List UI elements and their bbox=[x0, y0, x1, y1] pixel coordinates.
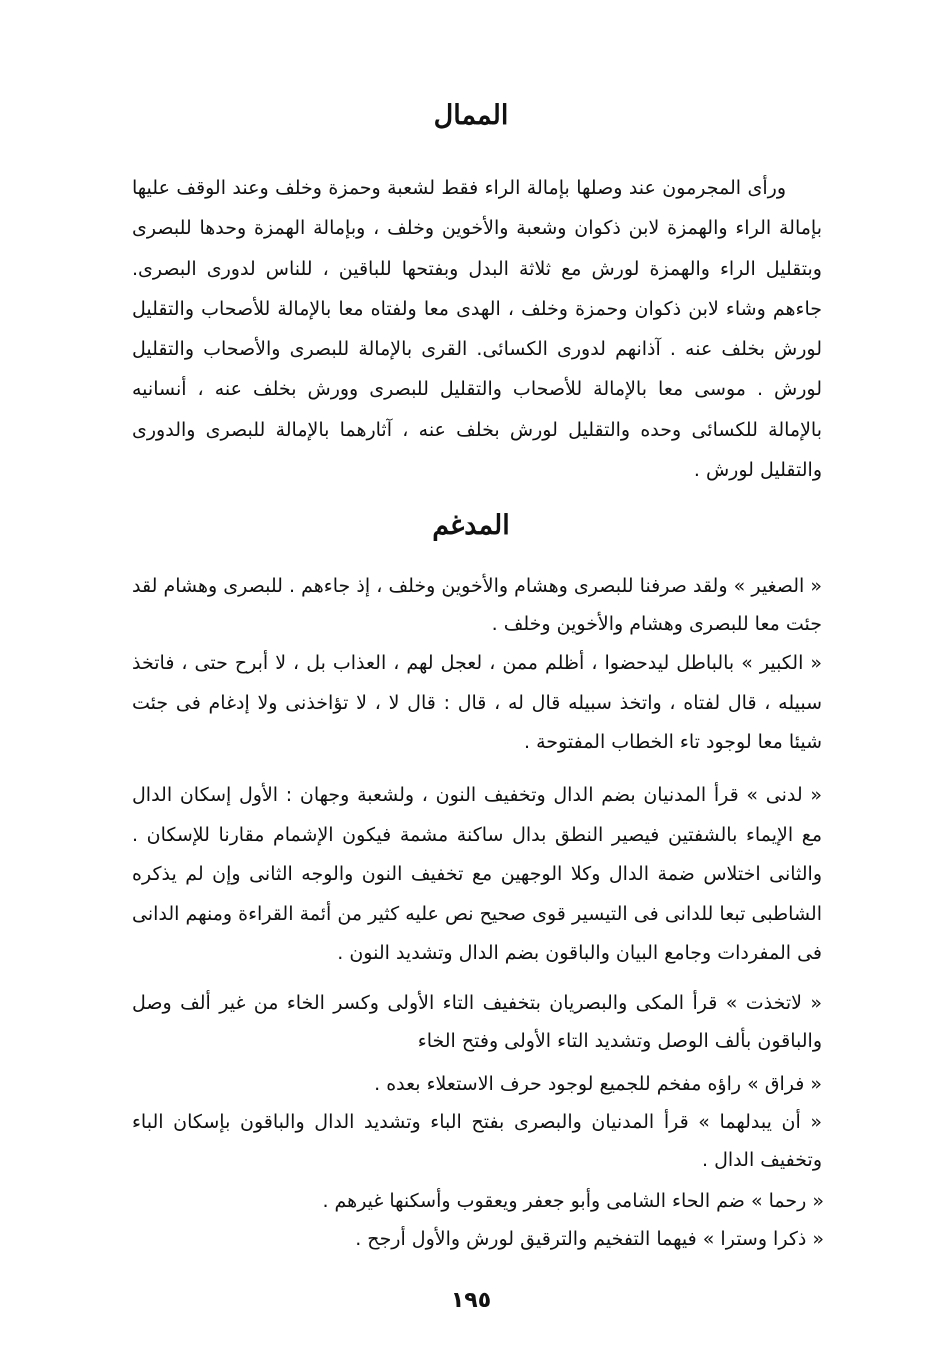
paragraph-firaq: « فراق » راؤه مفخم للجميع لوجود حرف الاستعلاء بعده . bbox=[374, 1073, 822, 1095]
page-number: ١٩٥ bbox=[450, 1288, 492, 1313]
paragraph-lattakhadhta: « لاتخذت » قرأ المكى والبصريان بتخفيف التاء الأولى وكسر الخاء من غير ألف وصل والباقون بألف الوصل وتشديد التاء الأولى وفتح الخاء bbox=[132, 992, 822, 1052]
paragraph-ruhma: « رحما » ضم الحاء الشامى وأبو جعفر ويعقوب وأسكنها غيرهم . bbox=[322, 1190, 824, 1212]
paragraph-yubdilahuma: « أن يبدلهما » قرأ المدنيان والبصرى بفتح الباء وتشديد الدال والباقون بإسكان الباء وتخفيف الدال . bbox=[132, 1111, 822, 1171]
paragraph-dhikra: « ذكرا وسترا » فيهما التفخيم والترقيق لورش والأول أرجح . bbox=[355, 1228, 824, 1250]
section-title-mumal: الممال bbox=[433, 100, 509, 131]
paragraph-mumal: ورأى المجرمون عند وصلها بإمالة الراء فقط لشعبة وحمزة وخلف وعند الوقف عليها بإمالة الراء والهمزة لابن ذكوان وشعبة والأخوين وخلف ، وبإمالة الهمزة وحدها للبصرى وبتقليل الراء والهمزة لورش مع ثلاثة البدل وبفتحها للباقين ، للناس لدورى البصرى. جاءهم وشاء لابن ذكوان وحمزة وخلف ، الهدى معا ولفتاه معا بالإمالة للأصحاب والتقليل لورش بخلف عنه . آذانهم لدورى الكسائى. القرى بالإمالة للبصرى والأصحاب والتقليل لورش . موسى معا بالإمالة للأصحاب والتقليل للبصرى وورش بخلف عنه ، أنسانيه بالإمالة للكسائى وحده والتقليل لورش بخلف عنه ، آثارهما بالإمالة للبصرى والدورى والتقليل لورش . bbox=[132, 177, 822, 482]
section-title-mudgham: المدغم bbox=[432, 510, 510, 541]
paragraph-kabir: « الكبير » بالباطل ليدحضوا ، أظلم ممن ، لعجل لهم ، العذاب بل ، لا أبرح حتى ، فاتخذ سبيله ، قال لفتاه ، واتخذ سبيله قال له ، قال : قال لا ، لا تؤاخذنى ولا إدغام فى جئت شيئا معا لوجود تاء الخطاب المفتوحة . bbox=[132, 652, 822, 753]
paragraph-ladunni: « لدنى » قرأ المدنيان بضم الدال وتخفيف النون ، ولشعبة وجهان : الأول إسكان الدال مع الإيماء بالشفتين فيصير النطق بدال ساكنة مشمة فيكون الإشمام مقارنا للإسكان . والثانى اختلاس ضمة الدال وكلا الوجهين مع تخفيف النون والوجه الثانى وإن لم يذكره الشاطبى تبعا للدانى فى التيسير قوى صحيح نص عليه كثير من أئمة القراءة ومنهم الدانى فى المفردات وجامع البيان والباقون بضم الدال وتشديد النون . bbox=[132, 784, 822, 964]
paragraph-saghir: « الصغير » ولقد صرفنا للبصرى وهشام والأخوين وخلف ، إذ جاءهم . للبصرى وهشام لقد جئت معا للبصرى وهشام والأخوين وخلف . bbox=[132, 575, 822, 635]
